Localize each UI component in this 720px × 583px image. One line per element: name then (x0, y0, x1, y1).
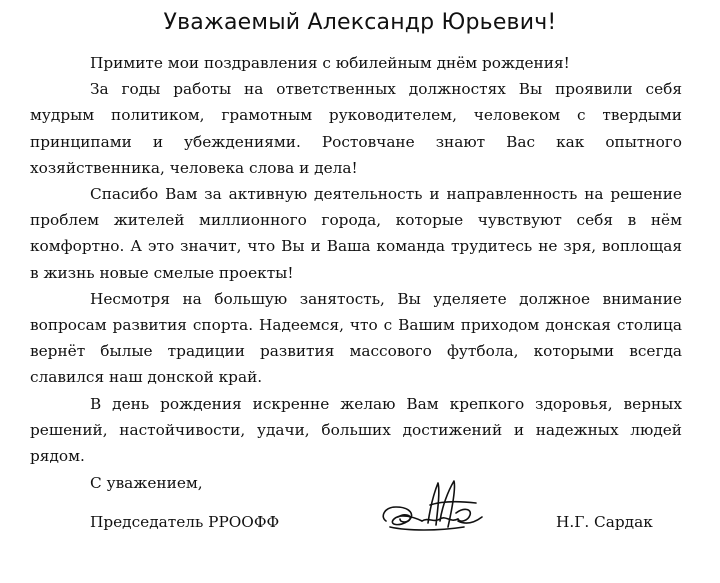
letter-body (30, 50, 682, 469)
paragraph-gratitude: Спасибо Вам за активную деятельность и направленность на решение проблем жителей миллионного города, которые чувствуют себя в нём комфортно. А это значит, что Вы и Ваша команда трудитесь не зря, воплощая в жизнь новые смелые проекты! (30, 185, 682, 282)
handwritten-signature-icon (378, 477, 488, 543)
paragraph-sport: Несмотря на большую занятость, Вы уделяете должное внимание вопросам развития спорта. Надеемся, что с Вашим приходом донская столица вернёт былые традиции развития массового футбола, которыми всегда славился наш донской край. (30, 289, 682, 387)
signer-name: Н.Г. Сардак (556, 513, 653, 531)
letter-heading: Уважаемый Александр Юрьевич! (163, 10, 557, 35)
signature-block (0, 505, 720, 545)
paragraph-career: За годы работы на ответственных должностях Вы проявили себя мудрым политиком, грамотным руководителем, человеком с твердыми принципами и убеждениями. Ростовчане знают Вас как опытного хозяйственника, человека слова и дела! (30, 80, 682, 177)
signer-position: Председатель РРООФФ (90, 513, 280, 531)
closing-phrase: С уважением, (90, 474, 203, 492)
paragraph-wishes: В день рождения искренне желаю Вам крепкого здоровья, верных решений, настойчивости, удачи, больших достижений и надежных людей рядом. (30, 394, 682, 466)
paragraph-greeting: Примите мои поздравления с юбилейным днём рождения! (90, 54, 570, 72)
